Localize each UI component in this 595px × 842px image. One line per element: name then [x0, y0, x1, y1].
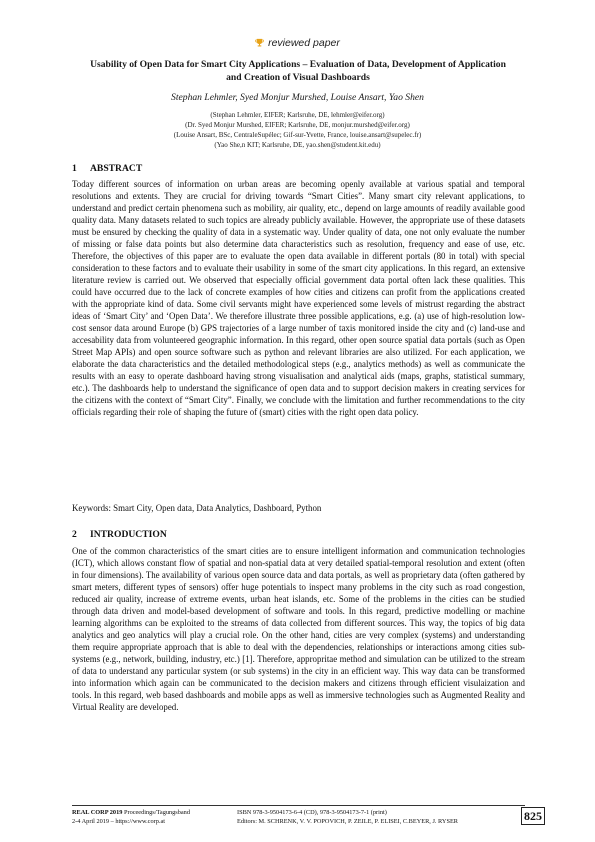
paper-title: [62, 59, 534, 84]
conference-dates: 2-4 April 2019 – https://www.corp.at: [72, 818, 165, 825]
section-title: INTRODUCTION: [90, 529, 167, 540]
authors: Stephan Lehmler, Syed Monjur Murshed, Louise Ansart, Yao Shen: [171, 92, 424, 103]
section-number: 2: [72, 529, 77, 540]
page-footer: [72, 805, 546, 831]
conference-proceedings: Proceedings/Tagungsband: [122, 809, 190, 816]
reviewed-paper-badge: [0, 37, 595, 49]
footer-conference: [72, 808, 190, 826]
isbn: ISBN 978-3-9504173-6-4 (CD), 978-3-9504173-7-1 (print): [237, 809, 387, 816]
affiliation: (Yao She,n KIT; Karlsruhe, DE, yao.shen@student.kit.edu): [214, 141, 381, 149]
footer-publication: [237, 808, 458, 826]
section-heading-introduction: [72, 529, 167, 540]
title-line-2: and Creation of Visual Dashboards: [226, 71, 370, 83]
conference-name: REAL CORP 2019: [72, 809, 123, 816]
affiliations: [0, 110, 595, 150]
affiliation: (Stephan Lehmler, EIFER; Karlsruhe, DE, lehmler@eifer.org): [210, 111, 385, 119]
abstract-text: Today different sources of information on urban areas are becoming openly available at various spatial and temporal resolutions and extents. They are crucial for driving towards “Smart Cities”. Many smart city relevant applications, to understand and predict certain phenomena such as mobility, air quality, etc., depend on large amounts of readily available good quality data. Many datasets related to such topics are already publicly available. However, the appropriate use of these datasets must be ensured by checking the quality of data in a systematic way. Under quality of data, one not only evaluate the number of missing or false data points but also determine data characteristics such as resolution, frequency and ease of use, etc. Therefore, the objectives of this paper are to evaluate the open data available in different portals (80 in total) with special consideration to these factors and to evaluate their usability in some of the smart city applications. In this regard, an extensive literature review is carried out. We observed that especially official government data portal often lack these qualities. This could have occurred due to the lack of concrete examples of how cities and citizens can profit from the applications created with the appropriate kind of data. Some civil servants might have experienced some levels of mistrust regarding the abstract ideas of ‘Smart City’ and ‘Open Data’. We therefore illustrate three possible applications, e.g. (a) use of high-resolution low- cost sensor data around Europe (b) GPS trajectories of a large number of taxis monitored inside the city and (c) land-use and accesability data from volunteered geographic information. In this regard, other open source spatial data portals (such as Open Street Map APIs) and open source software such as python and relevant libraries are also utilized. For each application, we elaborate the data characteristics and the detailed methodological steps (e.g., analytics methods) as well as communicate the results with an easy to operate dashboard having strong visualisation and analytical aids (maps, graphs, statistical summary, etc.). The dashboards help to understand the significance of open data and to support decision makers in creating services for the citizens with the context of “Smart City”. Finally, we conclude with the limitation and further recommendations to the city officials regarding their role of shaping the future of (smart) cities with the right open data policy.: [72, 179, 525, 418]
section-heading-abstract: [72, 163, 142, 174]
section-number: 1: [72, 163, 77, 174]
trophy-icon: [255, 38, 264, 47]
introduction-text: One of the common characteristics of the smart cities are to ensure intelligent information and communication technologies (ICT), which allows constant flow of spatial and non-spatial data at very detailed spatial-temporal resolution and extent (often in four dimensions). The availability of various open source data and data portals, as well as proprietary data (often gathered by smart meters, different types of sensors) offer huge potentials to inspect many problems in the city such as road congestion, reduced air quality, increase of extreme events, urban heat islands, etc. Some of the problems in the cities can be studied through data driven and model-based development of software and tools. In this regard, predictive modelling or machine learning algorithms can be exploited to the streams of data collected from different sources. This way, the topics of big data analytics and geo analytics will play a crucial role. On the other hand, cities are very complex (systems) and understanding them require appropriate approach that is able to deal with the dependencies, relationships or interactions among cities sub-systems (e.g., network, building, industry, etc.) [1]. Therefore, appropritae method and simulation can be utilized to the stream of data to understand any particular system (or sub systems) in the city in an efficient way. This way data can be transformed into information which again can be communicated to the decision makers and citizens through efficient visulaization and tools. In this regard, web based dashboards and mobile apps as well as immersive technologies such as Augmented Reality and Virtual Reality are developed.: [72, 546, 525, 713]
keywords: Keywords: Smart City, Open data, Data Analytics, Dashboard, Python: [72, 503, 322, 513]
affiliation: (Dr. Syed Monjur Murshed, EIFER; Karlsruhe, DE, monjur.murshed@eifer.org): [185, 121, 410, 129]
title-line-1: Usability of Open Data for Smart City Applications – Evaluation of Data, Development of Application: [90, 59, 506, 70]
page-number: 825: [521, 807, 545, 825]
badge-label: reviewed paper: [268, 37, 340, 49]
footer-rule: [72, 805, 525, 806]
editors: Editors: M. SCHRENK, V. V. POPOVICH, P. ZEILE, P. ELISEI, C.BEYER, J. RYSER: [237, 818, 459, 825]
affiliation: (Louise Ansart, BSc, CentraleSupélec; Gif-sur-Yvette, France, louise.ansart@supelec.fr): [173, 131, 422, 139]
section-title: ABSTRACT: [90, 163, 143, 174]
